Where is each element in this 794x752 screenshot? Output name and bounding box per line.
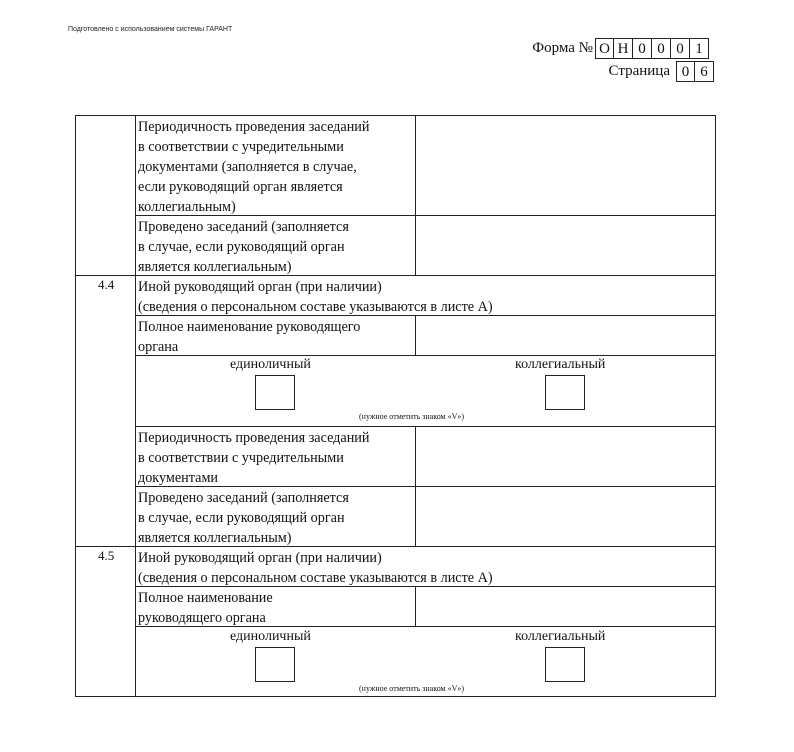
page-label: Страница [608,63,670,79]
meetings-held-label: Проведено заседаний (заполняется в случае, если руководящий орган является коллегиальным) [138,490,349,546]
section-number: 4.4 [98,277,115,292]
form-code-char: О [595,38,614,59]
periodicity-value-cell[interactable] [417,428,713,484]
full-name-label: Полное наименование руководящего органа [138,319,361,355]
grid-line [415,115,416,275]
grid-line [135,426,716,427]
option-single-label: единоличный [230,357,311,372]
full-name-value-cell[interactable] [417,588,713,624]
grid-line [415,426,416,546]
grid-line [75,696,716,697]
meetings-held-label: Проведено заседаний (заполняется в случае, если руководящий орган является коллегиальным) [138,219,349,275]
garant-note: Подготовлено с использованием системы ГАРАНТ [68,26,233,33]
form-code-char: 1 [690,38,709,59]
grid-line [75,115,716,116]
mark-note: (нужное отметить знаком «V») [359,412,465,421]
meetings-held-value-cell[interactable] [417,488,713,544]
form-code-char: Н [614,38,633,59]
form-number-boxes [595,38,709,59]
form-code-char: 0 [633,38,652,59]
collegial-checkbox[interactable] [545,375,585,410]
option-collegial-label: коллегиальный [515,629,606,644]
page-number-char: 0 [676,61,695,82]
full-name-label: Полное наименование руководящего органа [138,590,273,626]
option-collegial-label: коллегиальный [515,357,606,372]
page-number-boxes [676,61,714,82]
page-number-char: 6 [695,61,714,82]
periodicity-label: Периодичность проведения заседаний в соответствии с учредительными документами (заполняется в случае, если руководящий орган является коллегиальным) [138,119,370,215]
grid-line [715,115,716,697]
form-number-label: Форма № [532,40,593,56]
section-title: Иной руководящий орган (при наличии) (сведения о персональном составе указываются в листе А) [138,279,493,315]
form-code-char: 0 [652,38,671,59]
full-name-value-cell[interactable] [417,317,713,353]
option-single-label: единоличный [230,629,311,644]
mark-note: (нужное отметить знаком «V») [359,684,465,693]
section-number: 4.5 [98,548,115,563]
grid-line [415,315,416,355]
meetings-held-value-cell[interactable] [417,217,713,273]
collegial-checkbox[interactable] [545,647,585,682]
grid-line [415,586,416,626]
grid-line [75,115,76,697]
grid-line [135,115,136,697]
single-checkbox[interactable] [255,647,295,682]
periodicity-label: Периодичность проведения заседаний в соответствии с учредительными документами [138,430,370,486]
form-code-char: 0 [671,38,690,59]
single-checkbox[interactable] [255,375,295,410]
form-table [75,115,716,697]
periodicity-value-cell[interactable] [417,117,713,213]
section-title: Иной руководящий орган (при наличии) (сведения о персональном составе указываются в листе А) [138,550,493,586]
